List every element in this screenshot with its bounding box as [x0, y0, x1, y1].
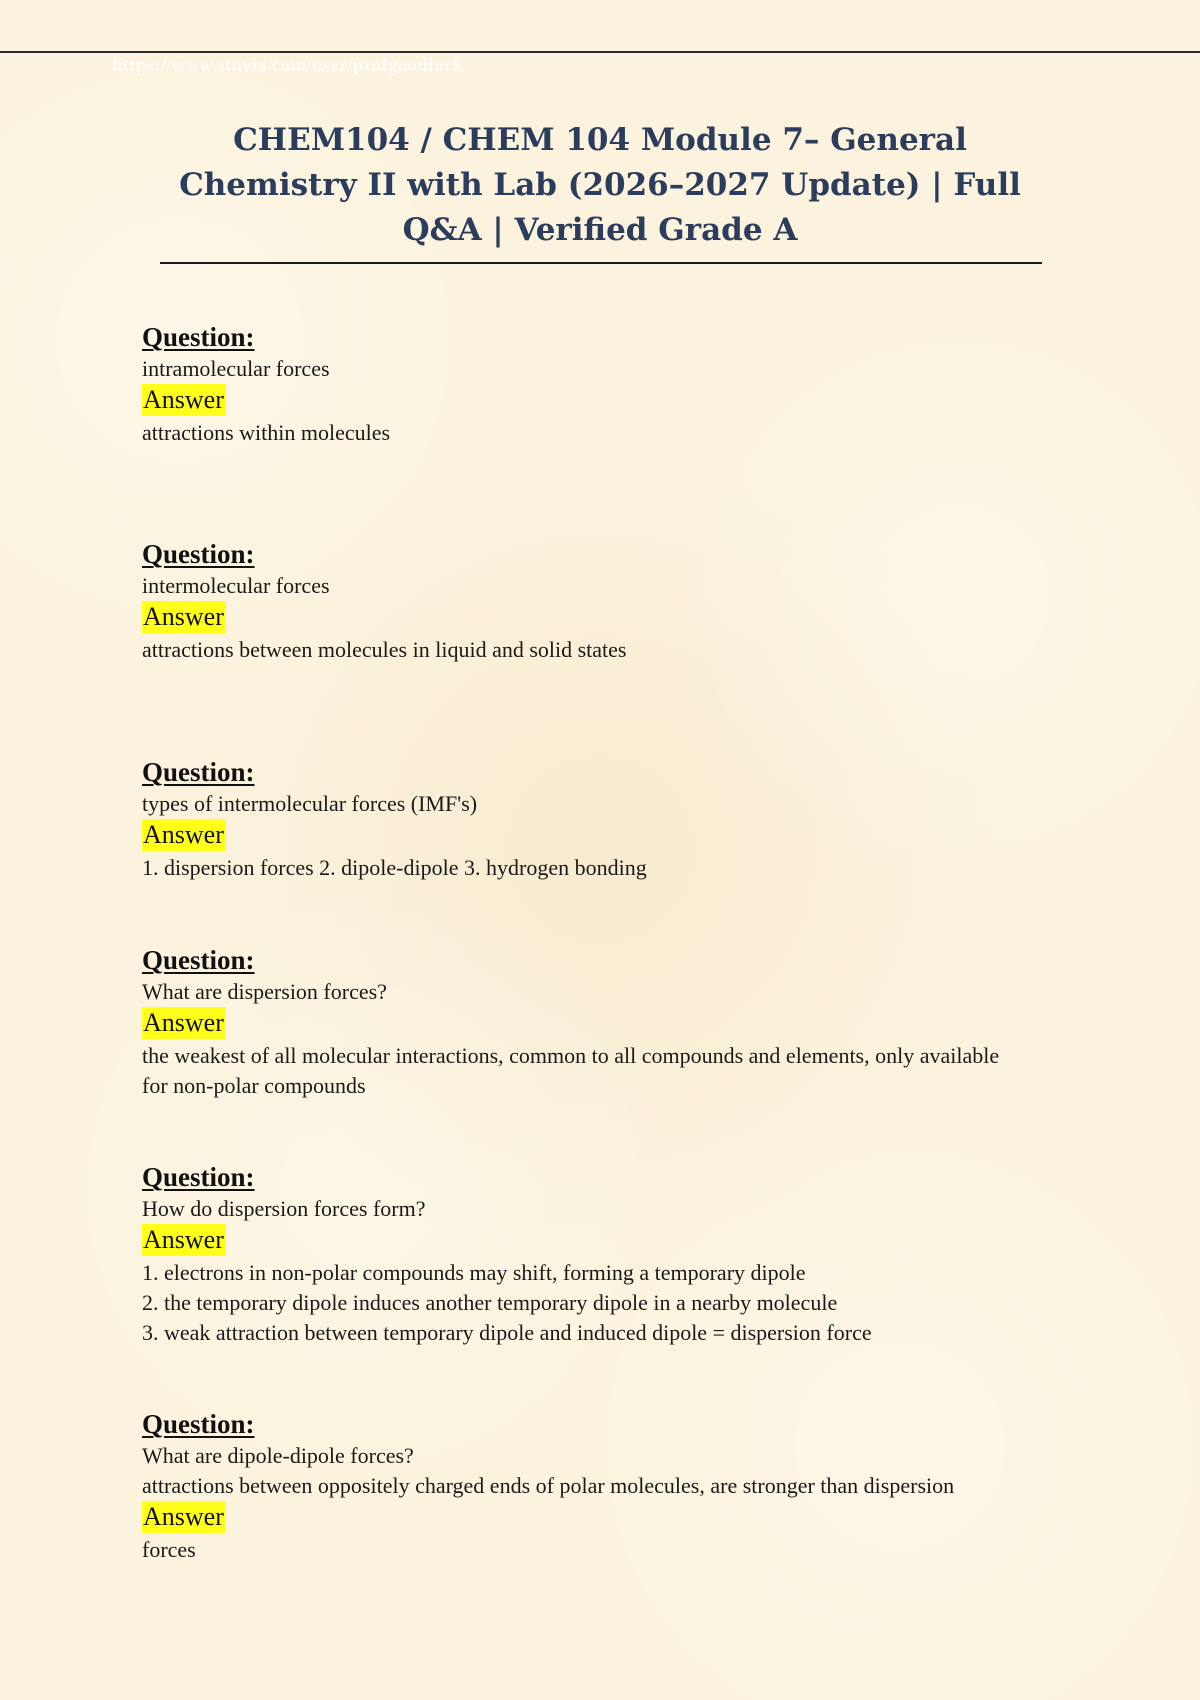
question-label: Question: [142, 322, 255, 352]
qa-item [142, 1407, 1072, 1565]
qa-item [142, 755, 1072, 883]
title-divider [160, 262, 1042, 264]
answer-text: 1. dispersion forces 2. dipole-dipole 3. hydrogen bonding [142, 855, 647, 880]
watermark-url: https://www.stuvia.com/user/profgoodluck [112, 55, 464, 76]
answer-label: Answer [143, 602, 224, 631]
question-label: Question: [142, 945, 255, 975]
qa-item [142, 943, 1072, 1101]
question-text-continued: attractions between oppositely charged ends of polar molecules, are stronger than dispersion [142, 1473, 955, 1498]
answer-label: Answer [143, 385, 224, 414]
question-text: types of intermolecular forces (IMF's) [142, 791, 478, 816]
answer-text: 3. weak attraction between temporary dipole and induced dipole = dispersion force [142, 1320, 872, 1345]
answer-text: the weakest of all molecular interactions, common to all compounds and elements, only available [142, 1043, 1000, 1068]
answer-text: for non-polar compounds [142, 1073, 366, 1098]
answer-text: attractions between molecules in liquid and solid states [142, 637, 627, 662]
top-rule [0, 51, 1200, 53]
answer-text: attractions within molecules [142, 420, 391, 445]
answer-label: Answer [143, 1502, 224, 1531]
question-text: intermolecular forces [142, 573, 330, 598]
question-text: What are dispersion forces? [142, 979, 387, 1004]
question-label: Question: [142, 1409, 255, 1439]
answer-label: Answer [143, 820, 224, 849]
question-label: Question: [142, 757, 255, 787]
qa-item [142, 537, 1072, 665]
answer-label: Answer [143, 1225, 224, 1254]
answer-text: 2. the temporary dipole induces another temporary dipole in a nearby molecule [142, 1290, 838, 1315]
question-label: Question: [142, 539, 255, 569]
qa-item [142, 1160, 1072, 1348]
answer-text: forces [142, 1537, 196, 1562]
question-text: intramolecular forces [142, 356, 330, 381]
document-title: CHEM104 / CHEM 104 Module 7– General Chemistry II with Lab (2026–2027 Update) | Full Q&A | Verified Grade A [179, 122, 1021, 248]
question-text: How do dispersion forces form? [142, 1196, 426, 1221]
answer-text: 1. electrons in non-polar compounds may shift, forming a temporary dipole [142, 1260, 806, 1285]
question-label: Question: [142, 1162, 255, 1192]
question-text: What are dipole-dipole forces? [142, 1443, 414, 1468]
answer-label: Answer [143, 1008, 224, 1037]
qa-item [142, 320, 1072, 448]
